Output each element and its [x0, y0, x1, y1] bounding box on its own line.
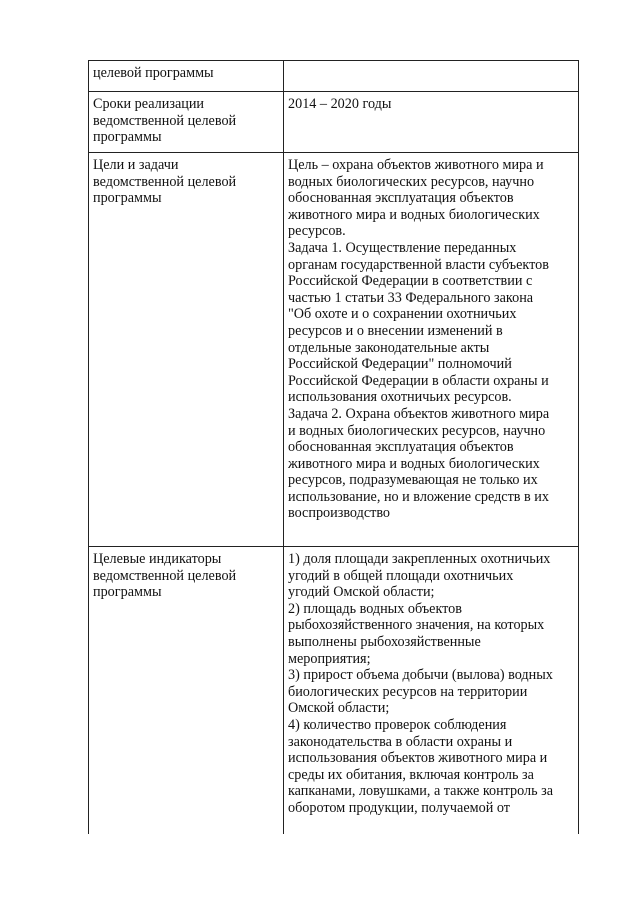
table-row: [89, 92, 579, 153]
text-line: 2) площадь водных объектов: [288, 600, 462, 617]
row-value-cell: [284, 153, 579, 547]
text-line: 3) прирост объема добычи (вылова) водных: [288, 667, 553, 684]
row-label-cell: [89, 547, 284, 835]
text-line: обоснованная эксплуатация объектов: [288, 190, 514, 207]
text-line: использование, но и вложение средств в их: [288, 488, 549, 505]
text-line: среды их обитания, включая контроль за: [288, 766, 534, 783]
text-line: "Об охоте и о сохранении охотничьих: [288, 306, 517, 323]
text-line: ресурсов.: [288, 223, 346, 240]
text-line: Цель – охрана объектов животного мира и: [288, 157, 544, 173]
text-line: водных биологических ресурсов, научно: [288, 173, 535, 190]
text-line: ведомственной целевой: [93, 567, 237, 584]
text-line: целевой программы: [93, 65, 214, 81]
text-line: обоснованная эксплуатация объектов: [288, 439, 514, 456]
text-line: 1) доля площади закрепленных охотничьих: [288, 551, 551, 567]
table-row: [89, 153, 579, 547]
text-line: Задача 2. Охрана объектов животного мира: [288, 405, 550, 422]
text-line: воспроизводство: [288, 505, 391, 522]
text-line: Целевые индикаторы: [93, 551, 222, 567]
text-line: частью 1 статьи 33 Федерального закона: [288, 289, 534, 306]
text-line: 2014 – 2020 годы: [288, 96, 392, 112]
program-passport-table: [88, 60, 579, 834]
row-label-cell: [89, 61, 284, 92]
text-line: ресурсов и о внесении изменений в: [288, 322, 503, 339]
text-line: отдельные законодательные акты: [288, 339, 490, 356]
row-value-cell: [284, 61, 579, 92]
text-line: органам государственной власти субъектов: [288, 256, 549, 273]
text-line: ведомственной целевой: [93, 173, 237, 190]
row-value-cell: [284, 547, 579, 835]
text-line: мероприятия;: [288, 650, 371, 667]
text-line: Цели и задачи: [93, 157, 179, 173]
row-label-cell: [89, 92, 284, 153]
text-line: оборотом продукции, получаемой от: [288, 799, 510, 816]
text-line: Омской области;: [288, 700, 390, 717]
text-line: биологических ресурсов на территории: [288, 683, 528, 700]
text-line: ведомственной целевой: [93, 112, 237, 129]
text-line: угодий Омской области;: [288, 584, 435, 601]
text-line: животного мира и водных биологических: [288, 455, 540, 472]
text-line: Российской Федерации в соответствии с: [288, 273, 533, 290]
text-line: угодий в общей площади охотничьих: [288, 567, 514, 584]
text-line: Российской Федерации" полномочий: [288, 356, 512, 373]
text-line: 4) количество проверок соблюдения: [288, 716, 507, 733]
text-line: Задача 1. Осуществление переданных: [288, 239, 517, 256]
text-line: выполнены рыбохозяйственные: [288, 633, 481, 650]
text-line: ресурсов, подразумевающая не только их: [288, 472, 538, 489]
text-line: программы: [93, 190, 162, 207]
row-label-cell: [89, 153, 284, 547]
text-line: Российской Федерации в области охраны и: [288, 372, 549, 389]
text-line: законодательства в области охраны и: [288, 733, 513, 750]
text-line: Сроки реализации: [93, 96, 205, 112]
table-row: [89, 61, 579, 92]
text-line: капканами, ловушками, а также контроль за: [288, 783, 554, 800]
text-line: и водных биологических ресурсов, научно: [288, 422, 546, 439]
text-line: использования объектов животного мира и: [288, 750, 548, 767]
row-value-cell: [284, 92, 579, 153]
table-row: [89, 547, 579, 835]
text-line: рыбохозяйственного значения, на которых: [288, 617, 545, 634]
text-line: животного мира и водных биологических: [288, 206, 540, 223]
text-line: программы: [93, 129, 162, 146]
text-line: программы: [93, 584, 162, 601]
text-line: использования охотничьих ресурсов.: [288, 389, 512, 406]
